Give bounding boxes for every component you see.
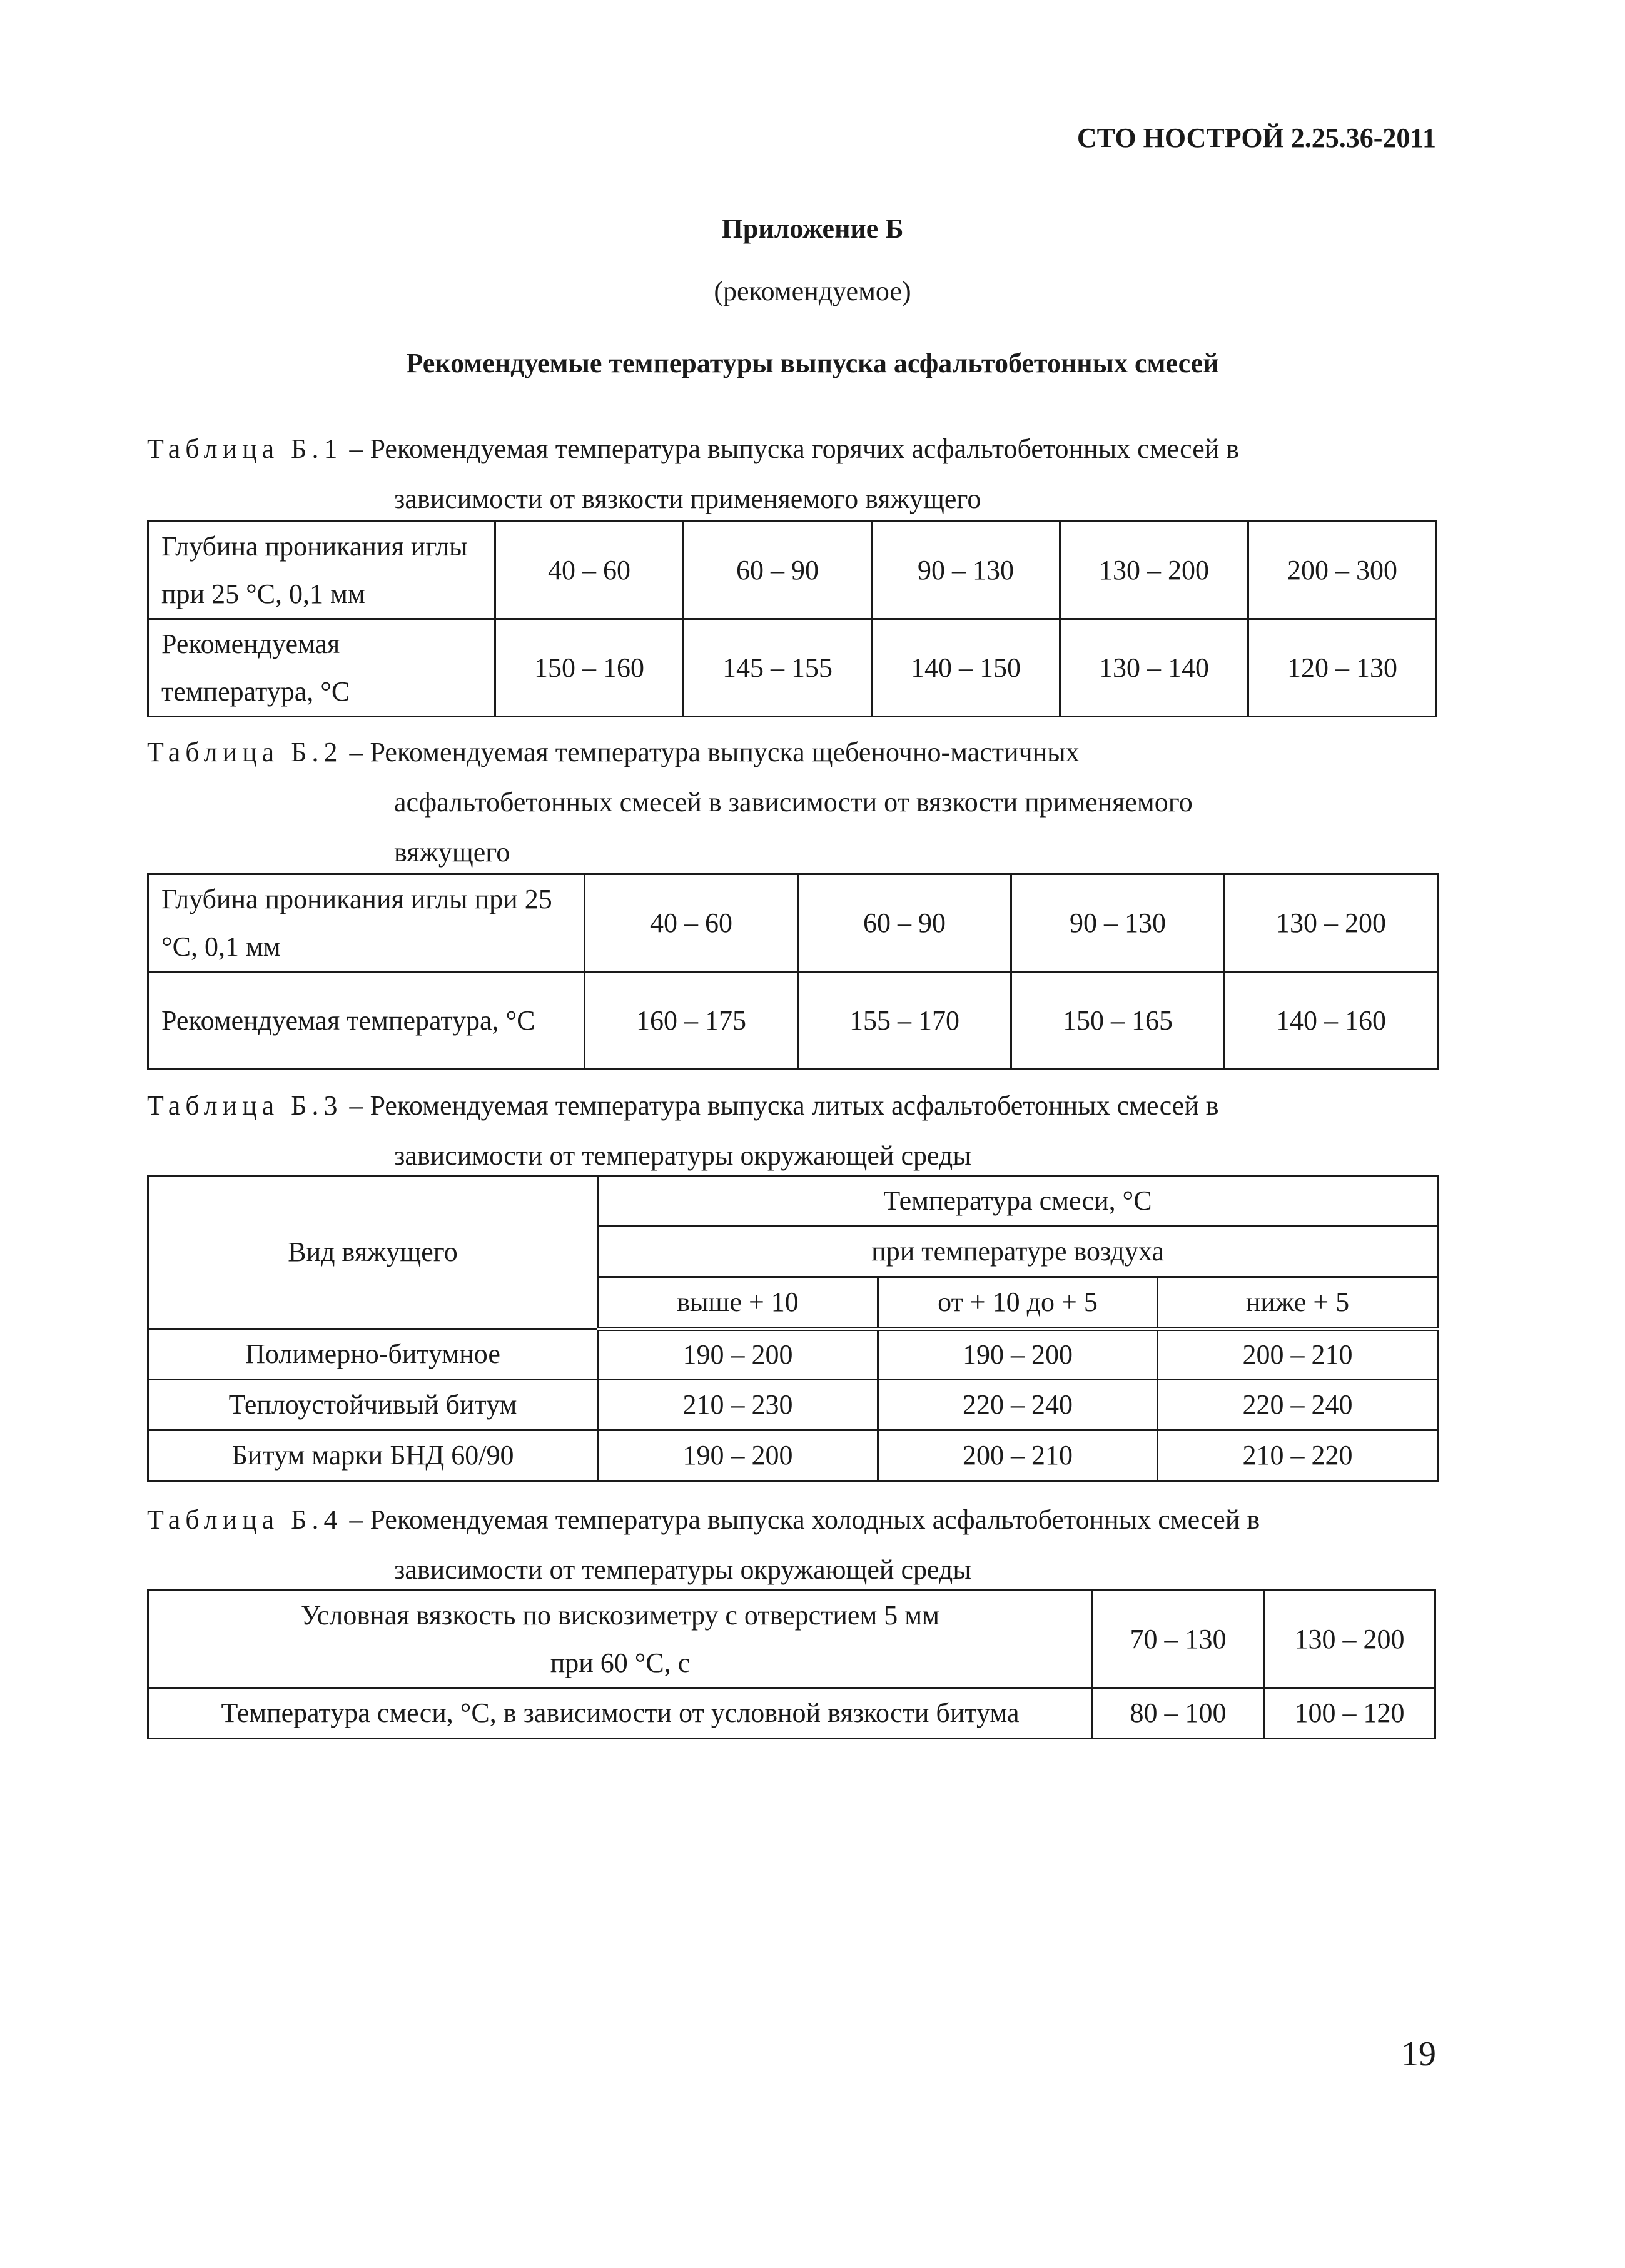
table-row [148, 1176, 1438, 1227]
table3-row-name: Теплоустойчивый битум [148, 1380, 598, 1430]
table4-cell: 100 – 120 [1264, 1688, 1435, 1739]
table1-label: Таблица Б.1 [147, 433, 343, 464]
table1-cell: 150 – 160 [495, 619, 684, 717]
table2-caption-line1: – Рекомендуемая температура выпуска щебеночно-мастичных [342, 737, 1080, 767]
table2-cell: 160 – 175 [585, 972, 798, 1070]
table4-label: Таблица Б.4 [147, 1504, 343, 1535]
table2-caption-line2: асфальтобетонных смесей в зависимости от вязкости применяемого [394, 787, 1193, 818]
table3-cell: 220 – 240 [878, 1380, 1158, 1430]
table4-row2-header: Температура смеси, °С, в зависимости от условной вязкости битума [148, 1688, 1093, 1739]
table2-label: Таблица Б.2 [147, 737, 343, 767]
table3-cell: 200 – 210 [878, 1430, 1158, 1481]
table-row [148, 522, 1437, 619]
table2-cell: 90 – 130 [1011, 874, 1225, 972]
table1-cell: 130 – 140 [1060, 619, 1248, 717]
table3-cell: 190 – 200 [598, 1329, 878, 1380]
table3-cell: 200 – 210 [1158, 1329, 1438, 1380]
table3-row-name: Битум марки БНД 60/90 [148, 1430, 598, 1481]
table2-caption [147, 727, 1460, 878]
table3-subcol: выше + 10 [598, 1277, 878, 1329]
table1-cell: 90 – 130 [872, 522, 1060, 619]
table1-cell: 40 – 60 [495, 522, 684, 619]
table1-caption-line1: – Рекомендуемая температура выпуска горячих асфальтобетонных смесей в [342, 433, 1240, 464]
table3-label: Таблица Б.3 [147, 1090, 343, 1121]
table-b2 [147, 873, 1439, 1070]
table4-row1-header-line2: при 60 °С, с [550, 1647, 691, 1678]
table1-cell: 200 – 300 [1248, 522, 1437, 619]
table-row [148, 1430, 1438, 1481]
appendix-heading: Рекомендуемые температуры выпуска асфальтобетонных смесей [406, 348, 1219, 378]
table3-caption-line2: зависимости от температуры окружающей среды [394, 1140, 971, 1171]
table3-caption [147, 1081, 1460, 1181]
table3-caption-line1: – Рекомендуемая температура выпуска литых асфальтобетонных смесей в [342, 1090, 1219, 1121]
table1-cell: 140 – 150 [872, 619, 1060, 717]
table-row [148, 874, 1438, 972]
table1-cell: 130 – 200 [1060, 522, 1248, 619]
table2-row2-header: Рекомендуемая температура, °С [148, 972, 585, 1070]
table1-cell: 120 – 130 [1248, 619, 1437, 717]
table4-cell: 80 – 100 [1093, 1688, 1264, 1739]
table3-subcol: от + 10 до + 5 [878, 1277, 1158, 1329]
page-number: 19 [1401, 2035, 1436, 2073]
appendix-subtitle: (рекомендуемое) [714, 276, 911, 306]
table4-caption-line1: – Рекомендуемая температура выпуска холодных асфальтобетонных смесей в [342, 1504, 1260, 1535]
table1-caption-line2: зависимости от вязкости применяемого вяжущего [394, 483, 981, 514]
table1-caption [147, 424, 1460, 524]
table2-cell: 140 – 160 [1225, 972, 1438, 1070]
table3-cell: 220 – 240 [1158, 1380, 1438, 1430]
table-row [148, 1329, 1438, 1380]
table2-row1-header: Глубина проникания иглы при 25 °С, 0,1 мм [148, 874, 585, 972]
table2-caption-line3: вяжущего [394, 837, 510, 868]
table4-row1-header [148, 1591, 1093, 1688]
table1-cell: 60 – 90 [684, 522, 872, 619]
table-row [148, 619, 1437, 717]
table-row [148, 1380, 1438, 1430]
table4-caption-line2: зависимости от температуры окружающей среды [394, 1554, 971, 1585]
table2-cell: 60 – 90 [798, 874, 1011, 972]
table3-row-name: Полимерно-битумное [148, 1329, 598, 1380]
table1-cell: 145 – 155 [684, 619, 872, 717]
appendix-title: Приложение Б [721, 213, 904, 244]
table-row [148, 1688, 1435, 1739]
table3-cell: 190 – 200 [598, 1430, 878, 1481]
table-row [148, 1591, 1435, 1688]
table2-cell: 155 – 170 [798, 972, 1011, 1070]
table4-caption [147, 1495, 1460, 1595]
table4-cell: 130 – 200 [1264, 1591, 1435, 1688]
table3-cell: 210 – 230 [598, 1380, 878, 1430]
document-code: СТО НОСТРОЙ 2.25.36-2011 [1076, 123, 1436, 153]
table2-cell: 150 – 165 [1011, 972, 1225, 1070]
table3-binder-header: Вид вяжущего [148, 1176, 598, 1329]
table-b4 [147, 1589, 1436, 1739]
table2-cell: 130 – 200 [1225, 874, 1438, 972]
table3-mix-temp-header: Температура смеси, °С [598, 1176, 1438, 1227]
table1-row1-header: Глубина проникания иглы при 25 °С, 0,1 мм [148, 522, 495, 619]
table3-air-temp-header: при температуре воздуха [598, 1227, 1438, 1277]
table-row [148, 972, 1438, 1070]
table-b3 [147, 1175, 1439, 1482]
table-b1 [147, 520, 1437, 717]
table3-subcol: ниже + 5 [1158, 1277, 1438, 1329]
table4-cell: 70 – 130 [1093, 1591, 1264, 1688]
table1-row2-header: Рекомендуемая температура, °С [148, 619, 495, 717]
table3-cell: 210 – 220 [1158, 1430, 1438, 1481]
table4-row1-header-line1: Условная вязкость по вискозиметру с отверстием 5 мм [301, 1599, 939, 1631]
table3-cell: 190 – 200 [878, 1329, 1158, 1380]
table2-cell: 40 – 60 [585, 874, 798, 972]
